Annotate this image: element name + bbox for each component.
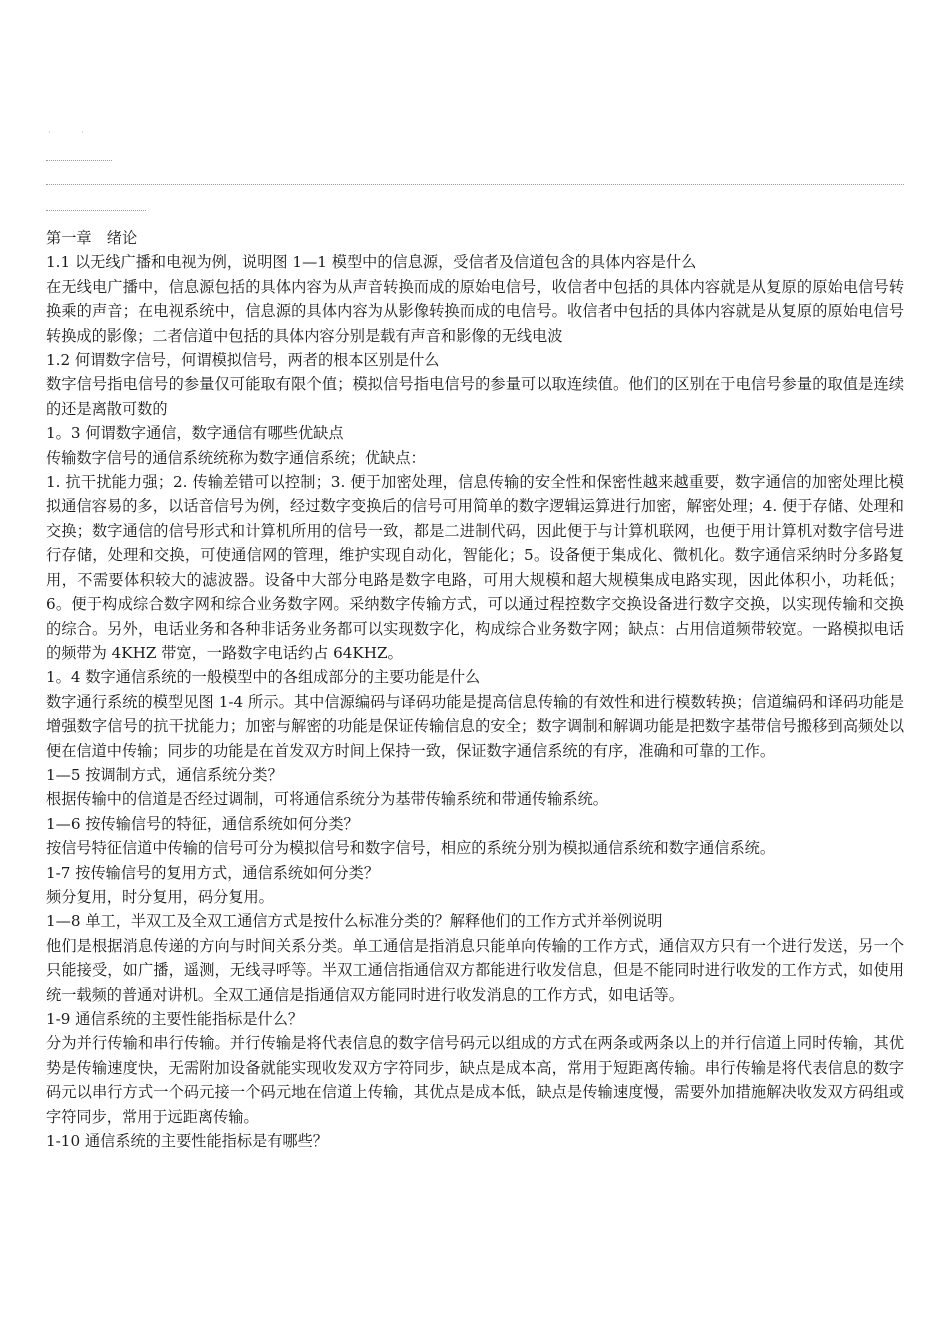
answer-1-7: 频分复用，时分复用，码分复用。 xyxy=(46,887,274,906)
answer-1-5: 根据传输中的信道是否经过调制，可将通信系统分为基带传输系统和带通传输系统。 xyxy=(46,790,608,809)
answer-1-8: 他们是根据消息传递的方向与时间关系分类。单工通信是指消息只能单向传输的工作方式，通信双方只有一个进行发送，另一个只能接受，如广播，遥测，无线寻呼等。半双工通信指通信双方都能进行收发信息，但是不能同时进行收发的工作方式，如使用统一载频的普通对讲机。全双工通信是指通信双方能同时进行收发消息的工作方式，如电话等。 xyxy=(46,936,904,1004)
question-1-10: 1-10 通信系统的主要性能指标是有哪些？ xyxy=(46,1132,328,1151)
header-rule-short xyxy=(46,160,112,161)
question-1-9: 1-9 通信系统的主要性能指标是什么？ xyxy=(46,1010,304,1028)
header-rule-long xyxy=(46,184,904,185)
question-1-7: 1-7 按传输信号的复用方式，通信系统如何分类？ xyxy=(46,863,380,882)
header-rule-short-2 xyxy=(46,210,146,211)
question-1-1: 1.1 以无线广播和电视为例，说明图 1—1 模型中的信息源，受信者及信道包含的具体内容是什么 xyxy=(46,253,697,272)
answer-1-1: 在无线电广播中，信息源包括的具体内容为从声音转换而成的原始电信号，收信者中包括的具体内容就是从复原的原始电信号转换乘的声音；在电视系统中，信息源的具体内容为从影像转换而成的电信号。收信者中包括的具体内容就是从复原的原始电信号转换成的影像；二者信道中包括的具体内容分别是载有声音和影像的无线电波 xyxy=(46,277,904,345)
header-dots: · · xyxy=(48,128,98,137)
question-1-4: 1。4 数字通信系统的一般模型中的各组成部分的主要功能是什么 xyxy=(46,668,481,687)
answer-1-3-detail: 1. 抗干扰能力强；2. 传输差错可以控制；3. 便于加密处理，信息传输的安全性和保密性越来越重要，数字通信的加密处理比模拟通信容易的多，以话音信号为例，经过数字变换后的信号可用简单的数字逻辑运算进行加密，解密处理；4. 便于存储、处理和交换；数字通信的信号形式和计算机所用的信号一致，都是二进制代码，因此便于与计算机联网，也便于用计算机对数字信号进行存储，处理和交换，可使通信网的管理，维护实现自动化，智能化；5。设备便于集成化、微机化。数字通信采纳时分多路复用，不需要体积较大的滤波器。设备中大部分电路是数字电路，可用大规模和超大规模集成电路实现，因此体积小，功耗低；6。便于构成综合数字网和综合业务数字网。采纳数字传输方式，可以通过程控数字交换设备进行数字交换，以实现传输和交换的综合。另外，电话业务和各种非话务业务都可以实现数字化，构成综合业务数字网；缺点：占用信道频带较宽。一路模拟电话的频带为 4KHZ 带宽，一路数字电话约占 64KHZ。 xyxy=(46,473,904,662)
answer-1-9: 分为并行传输和串行传输。并行传输是将代表信息的数字信号码元以组成的方式在两条或两条以上的并行信道上同时传输，其优势是传输速度快，无需附加设备就能实现收发双方字符同步，缺点是成本高，常用于短距离传输。串行传输是将代表信息的数字码元以串行方式一个码元接一个码元地在信道上传输，其优点是成本低，缺点是传输速度慢，需要外加措施解决收发双方码组或字符同步，常用于远距离传输。 xyxy=(46,1034,904,1126)
question-1-5: 1—5 按调制方式，通信系统分类？ xyxy=(46,765,283,784)
question-1-2: 1.2 何谓数字信号，何谓模拟信号，两者的根本区别是什么 xyxy=(46,351,440,370)
question-1-6: 1—6 按传输信号的特征，通信系统如何分类？ xyxy=(46,814,359,833)
question-1-3: 1。3 何谓数字通信，数字通信有哪些优缺点 xyxy=(46,424,344,443)
question-1-8: 1—8 单工，半双工及全双工通信方式是按什么标准分类的？解释他们的工作方式并举例说明 xyxy=(46,912,663,931)
chapter-title: 第一章 绪论 xyxy=(46,229,138,247)
page-header-marks xyxy=(46,128,950,218)
answer-1-6: 按信号特征信道中传输的信号可分为模拟信号和数字信号，相应的系统分别为模拟通信系统和数字通信系统。 xyxy=(46,839,775,858)
document-body xyxy=(46,226,904,1153)
answer-1-4: 数字通行系统的模型见图 1-4 所示。其中信源编码与译码功能是提高信息传输的有效性和进行模数转换；信道编码和译码功能是增强数字信号的抗干扰能力；加密与解密的功能是保证传输信息的安全；数字调制和解调功能是把数字基带信号搬移到高频处以便在信道中传输；同步的功能是在首发双方时间上保持一致，保证数字通信系统的有序，准确和可靠的工作。 xyxy=(46,692,904,760)
answer-1-2: 数字信号指电信号的参量仅可能取有限个值；模拟信号指电信号的参量可以取连续值。他们的区别在于电信号参量的取值是连续的还是离散可数的 xyxy=(46,375,904,418)
answer-1-3-intro: 传输数字信号的通信系统统称为数字通信系统；优缺点： xyxy=(46,448,426,467)
